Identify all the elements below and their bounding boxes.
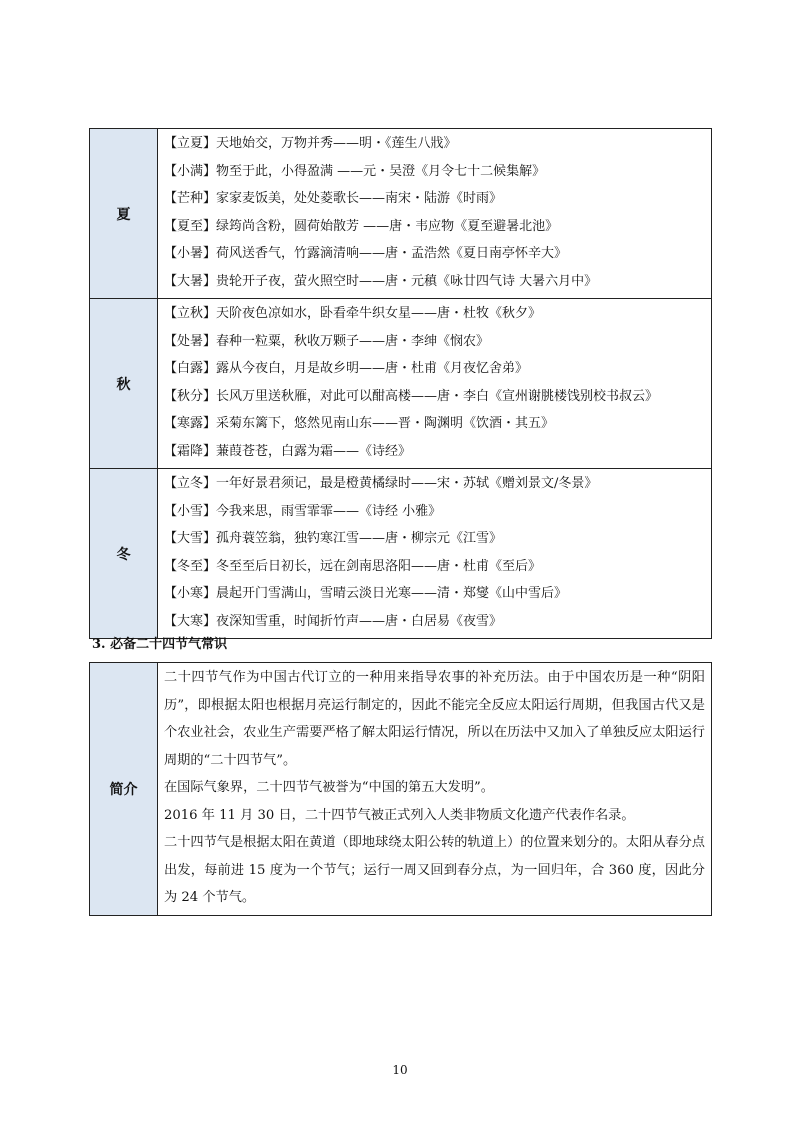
poem-line: 【小雪】今我来思，雨雪霏霏——《诗经 小雅》 (164, 503, 442, 519)
intro-row (90, 663, 712, 916)
poem-line: 【大雪】孤舟蓑笠翁，独钓寒江雪——唐・柳宗元《江雪》 (164, 531, 503, 546)
intro-paragraph: 2016 年 11 月 30 日，二十四节气被正式列入人类非物质文化遗产代表作名录。 (164, 807, 635, 823)
intro-label: 简介 (90, 663, 158, 916)
poem-line: 【立冬】一年好景君须记，最是橙黄橘绿时——宋・苏轼《赠刘景文/冬景》 (164, 476, 598, 491)
intro-paragraph: 二十四节气作为中国古代订立的一种用来指导农事的补充历法。由于中国农历是一种“阴阳历”，即根据太阳也根据月亮运行制定的，因此不能完全反应太阳运行周期，但我国古代又是个农业社会，农业生产需要严格了解太阳运行情况，所以在历法中又加入了单独反应太阳运行周期的“二十四节气”。 (164, 670, 705, 768)
poem-line: 【大暑】贵轮开子夜，萤火照空时——唐・元稹《咏廿四气诗 大暑六月中》 (164, 273, 598, 289)
poem-line: 【小暑】荷风送香气，竹露滴清响——唐・孟浩然《夏日南亭怀辛大》 (164, 246, 568, 261)
poem-line: 【霜降】蒹葭苍苍，白露为霜——《诗经》 (164, 443, 412, 459)
poem-line: 【立夏】天地始交，万物并秀——明・《莲生八戕》 (164, 136, 457, 151)
poem-line: 【白露】露从今夜白，月是故乡明——唐・杜甫《月夜忆舍弟》 (164, 361, 529, 376)
season-label: 冬 (90, 469, 158, 639)
season-row-summer (90, 129, 712, 299)
page-number: 10 (392, 1063, 408, 1077)
poem-line: 【小满】物至于此，小得盈满 ——元・吴澄《月令七十二候集解》 (164, 163, 546, 179)
season-label: 秋 (90, 299, 158, 469)
poem-line: 【秋分】长风万里送秋雁，对此可以酣高楼——唐・李白《宣州谢朓楼饯别校书叔云》 (164, 388, 659, 404)
intro-paragraph: 二十四节气是根据太阳在黄道（即地球绕太阳公转的轨道上）的位置来划分的。太阳从春分点出发，每前进 15 度为一个节气；运行一周又回到春分点，为一回归年，合 360 度，因此分为 24 个节气。 (164, 835, 705, 905)
season-label: 夏 (90, 129, 158, 299)
poem-line: 【冬至】冬至至后日初长，远在剑南思洛阳——唐・杜甫《至后》 (164, 558, 542, 574)
intro-paragraph: 在国际气象界，二十四节气被誉为“中国的第五大发明”。 (164, 780, 494, 795)
poem-line: 【处暑】春种一粒粟，秋收万颗子——唐・李绅《悯农》 (164, 333, 490, 349)
season-poems (158, 469, 712, 639)
poem-line: 【立秋】天阶夜色凉如水，卧看牵牛织女星——唐・杜牧《秋夕》 (164, 306, 542, 321)
section-heading: 3. 必备二十四节气常识 (92, 637, 228, 652)
season-poems (158, 129, 712, 299)
poem-line: 【大寒】夜深知雪重，时闻折竹声——唐・白居易《夜雪》 (164, 613, 503, 629)
poem-line: 【芒种】家家麦饭美，处处菱歌长——南宋・陆游《时雨》 (164, 191, 503, 206)
season-poems (158, 299, 712, 469)
intro-content (158, 663, 712, 916)
poem-line: 【夏至】绿筠尚含粉，圆荷始散芳 ——唐・韦应物《夏至避暑北池》 (164, 218, 559, 234)
season-row-winter (90, 469, 712, 639)
intro-table (89, 662, 712, 916)
poem-line: 【寒露】采菊东篱下，悠然见南山东——晋・陶渊明《饮酒・其五》 (164, 416, 555, 431)
poem-line: 【小寒】晨起开门雪满山，雪晴云淡日光寒——清・郑燮《山中雪后》 (164, 586, 568, 601)
season-row-autumn (90, 299, 712, 469)
solar-terms-season-table (89, 128, 712, 639)
